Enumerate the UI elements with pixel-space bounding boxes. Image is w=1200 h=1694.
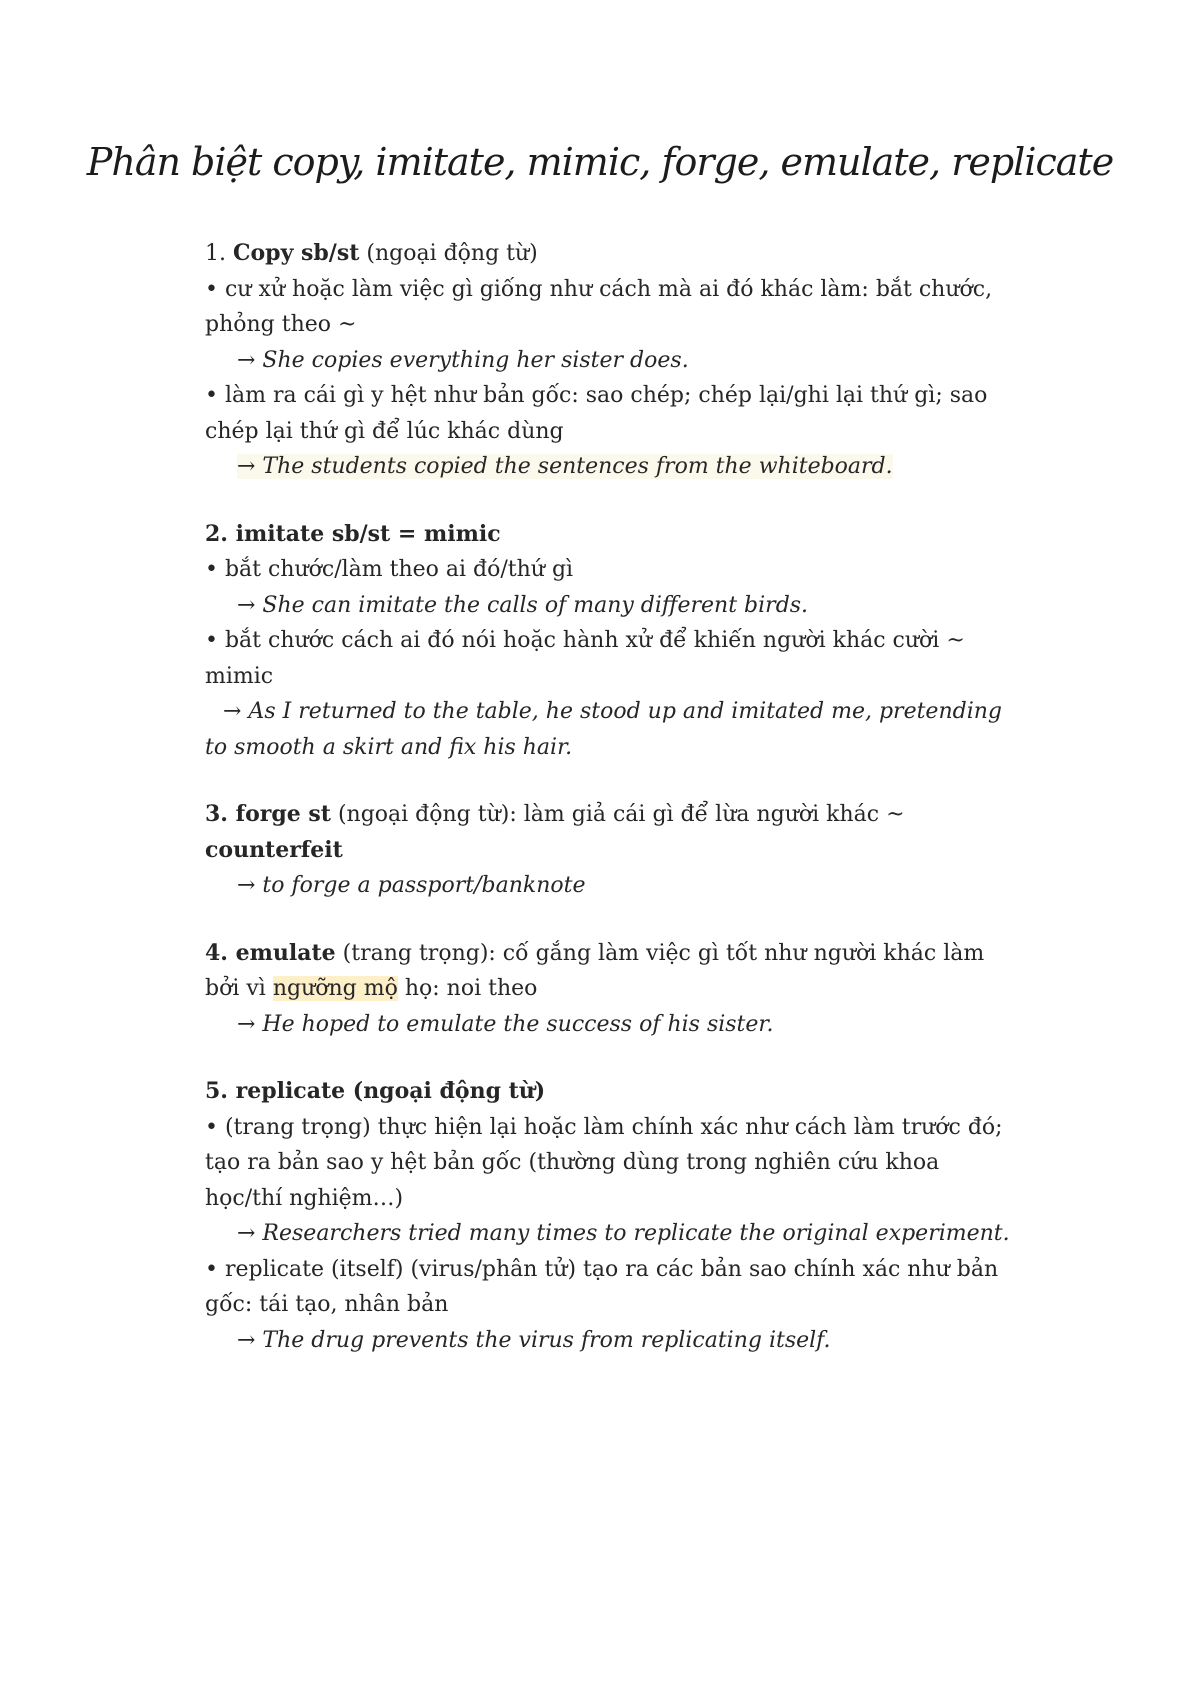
- spacer: [205, 904, 1005, 936]
- highlighted-phrase: ngưỡng mộ: [272, 976, 398, 1001]
- section-1-heading: [205, 236, 1005, 272]
- section-5-bullet-1-line-1: • (trang trọng) thực hiện lại hoặc làm chính xác như cách làm trước đó;: [205, 1114, 1003, 1140]
- section-4-definition: (trang trọng): cố gắng làm việc gì tốt như người khác làm: [335, 940, 985, 966]
- spacer: [205, 485, 1005, 517]
- section-5-heading: 5. replicate (ngoại động từ): [205, 1078, 546, 1104]
- section-5-bullet-1-line-3: học/thí nghiệm…): [205, 1185, 404, 1211]
- section-4-term: 4. emulate: [205, 939, 336, 966]
- section-2-example-1: → She can imitate the calls of many different birds.: [237, 592, 809, 618]
- section-4-line-2-suffix: họ: noi theo: [397, 976, 538, 1001]
- spacer: [205, 765, 1005, 797]
- section-4-heading: [205, 936, 1005, 972]
- section-5-example-2: → The drug prevents the virus from replicating itself.: [237, 1327, 831, 1353]
- section-5-example-1: → Researchers tried many times to replicate the original experiment.: [237, 1221, 1010, 1246]
- section-1-number: 1.: [205, 241, 226, 266]
- section-1-bullet-2-line-2: chép lại thứ gì để lúc khác dùng: [205, 418, 564, 444]
- section-1-bullet-1-line-2: phỏng theo ~: [205, 312, 357, 337]
- section-3-definition: (ngoại động từ): làm giả cái gì để lừa người khác ~: [330, 802, 905, 827]
- section-3-example: → to forge a passport/banknote: [237, 873, 586, 898]
- section-1-bullet-1-line-1: • cư xử hoặc làm việc gì giống như cách mà ai đó khác làm: bắt chước,: [205, 276, 993, 302]
- section-1-example-2-text: → The students copied the sentences from the whiteboard.: [237, 454, 893, 479]
- section-2-bullet-2-line-2: mimic: [205, 663, 274, 689]
- section-2-heading: 2. imitate sb/st = mimic: [205, 520, 501, 547]
- spacer: [205, 1042, 1005, 1074]
- section-1-bullet-2-line-1: • làm ra cái gì y hệt như bản gốc: sao chép; chép lại/ghi lại thứ gì; sao: [205, 383, 988, 408]
- section-3-term: 3. forge st: [205, 801, 331, 827]
- section-2-example-2-line-2: to smooth a skirt and fix his hair.: [205, 734, 573, 760]
- section-3-heading: [205, 797, 1005, 833]
- section-1-example-1: → She copies everything her sister does.: [237, 347, 689, 373]
- document-body: [205, 236, 1010, 1358]
- section-3-synonym: counterfeit: [205, 836, 343, 863]
- section-5-bullet-1-line-2: tạo ra bản sao y hệt bản gốc (thường dùng trong nghiên cứu khoa: [205, 1150, 940, 1175]
- section-2-bullet-1: • bắt chước/làm theo ai đó/thứ gì: [205, 557, 574, 582]
- section-2-bullet-2-line-1: • bắt chước cách ai đó nói hoặc hành xử để khiến người khác cười ~: [205, 628, 965, 653]
- section-4-example: → He hoped to emulate the success of his sister.: [237, 1011, 774, 1037]
- section-2-example-2-line-1: → As I returned to the table, he stood up and imitated me, pretending: [223, 699, 1002, 724]
- section-4-line-2-prefix: bởi vì: [205, 976, 273, 1001]
- section-1-example-2: [205, 449, 1005, 485]
- page-title: Phân biệt copy, imitate, mimic, forge, emulate, replicate: [86, 140, 1114, 184]
- section-5-bullet-2-line-2: gốc: tái tạo, nhân bản: [205, 1292, 449, 1317]
- section-5-bullet-2-line-1: • replicate (itself) (virus/phân tử) tạo ra các bản sao chính xác như bản: [205, 1256, 999, 1282]
- section-4-definition-line-2: [205, 971, 1005, 1007]
- section-1-pos: (ngoại động từ): [366, 241, 538, 266]
- section-1-term: Copy sb/st: [233, 240, 360, 266]
